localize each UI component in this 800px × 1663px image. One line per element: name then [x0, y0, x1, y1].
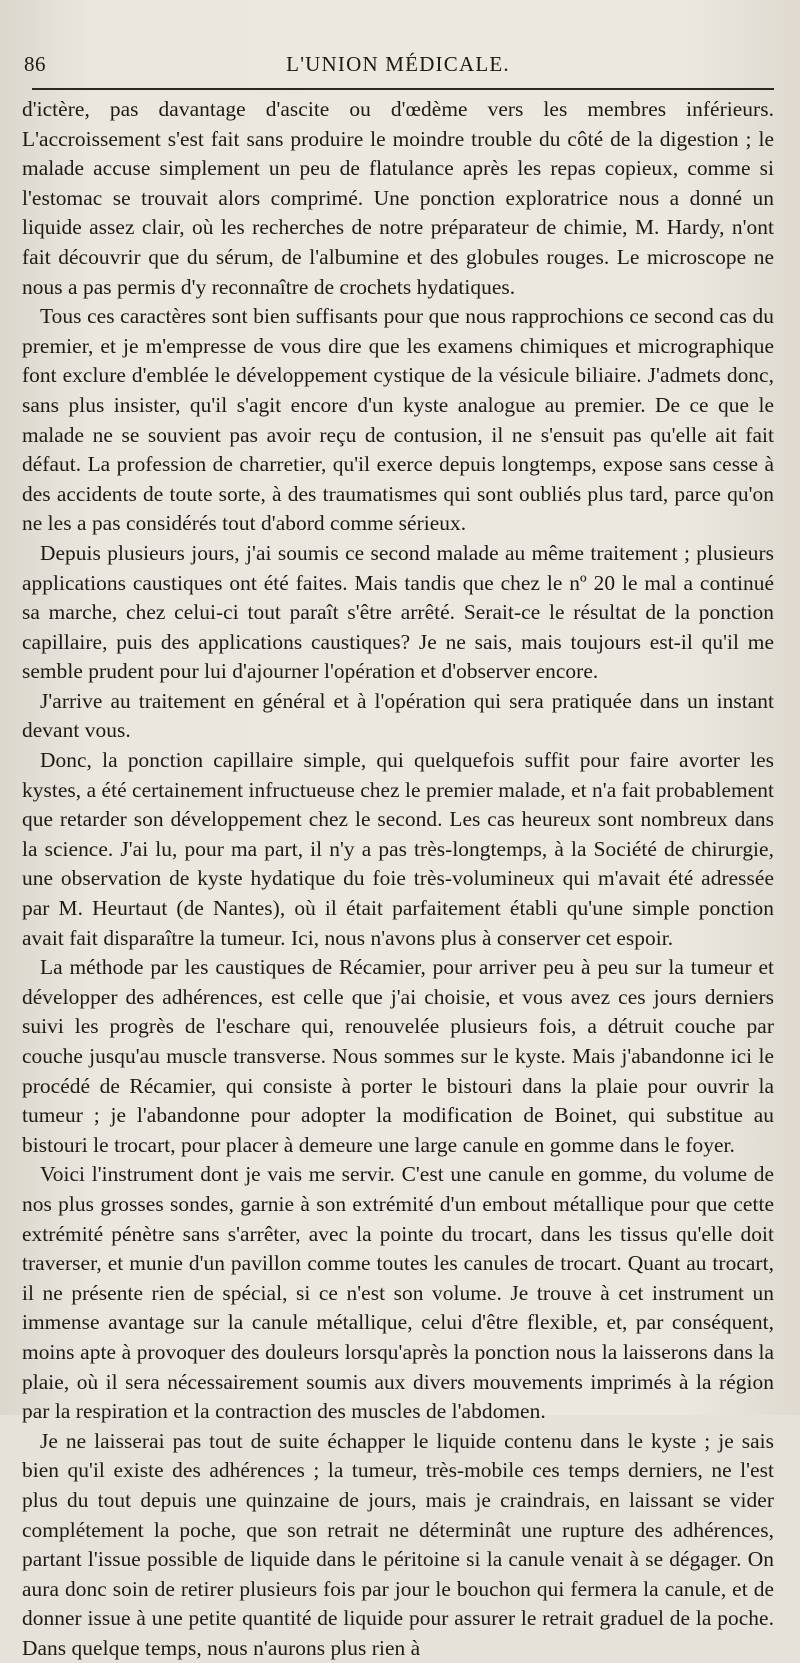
page-number: 86 [24, 52, 46, 76]
running-title: L'UNION MÉDICALE. [286, 52, 510, 76]
paragraph: Voici l'instrument dont je vais me servir. C'est une canule en gomme, du volume de nos plus grosses sondes, garnie à son extrémité d'un embout métallique pour que cette extrémité pénètre sans s'arrêter, avec la pointe du trocart, dans les tissus qu'elle doit traverser, et munie d'un pavillon comme toutes les canules de trocart. Quant au trocart, il ne présente rien de spécial, si ce n'est son volume. Je trouve à cet instrument un immense avantage sur la canule métallique, celui d'être flexible, et, par conséquent, moins apte à provoquer des douleurs lorsqu'après la ponction nous la laisserons dans la plaie, où il sera nécessairement soumis aux divers mouvements imprimés à la région par la respiration et la contraction des muscles de l'abdomen. [22, 1162, 774, 1424]
paragraph: Je ne laisserai pas tout de suite échapper le liquide contenu dans le kyste ; je sais bien qu'il existe des adhérences ; la tumeur, très-mobile ces temps derniers, ne l'est plus du tout depuis une quinzaine de jours, mais je craindrais, en laissant se vider complétement la poche, que son retrait ne déterminât une rupture des adhérences, partant l'issue possible de liquide dans le péritoine si la canule venait à se dégager. On aura donc soin de retirer plusieurs fois par jour le bouchon qui fermera la canule, et de donner issue à une petite quantité de liquide pour assurer le retrait graduel de la poche. Dans quelque temps, nous n'aurons plus rien à [22, 1428, 774, 1660]
paragraph: Depuis plusieurs jours, j'ai soumis ce second malade au même traitement ; plusieurs applications caustiques ont été faites. Mais tandis que chez le nº 20 le mal a continué sa marche, chez celui-ci tout paraît s'être arrêté. Serait-ce le résultat de la ponction capillaire, puis des applications caustiques? Je ne sais, mais toujours est-il qu'il me semble prudent pour lui d'ajourner l'opération et d'observer encore. [22, 540, 774, 684]
body-text [22, 95, 774, 1663]
paragraph: La méthode par les caustiques de Récamier, pour arriver peu à peu sur la tumeur et développer des adhérences, est celle que j'ai choisie, et vous avez ces jours derniers suivi les progrès de l'eschare qui, renouvelée plusieurs fois, a détruit couche par couche jusqu'au muscle transverse. Nous sommes sur le kyste. Mais j'abandonne ici le procédé de Récamier, qui consiste à porter le bistouri dans la plaie pour ouvrir la tumeur ; je l'abandonne pour adopter la modification de Boinet, qui substitue au bistouri le trocart, pour placer à demeure une large canule en gomme dans le foyer. [22, 955, 774, 1157]
header-rule [32, 88, 774, 90]
paragraph: d'ictère, pas davantage d'ascite ou d'œdème vers les membres inférieurs. L'accroissement s'est fait sans produire le moindre trouble du côté de la digestion ; le malade accuse simplement un peu de flatulance après les repas copieux, comme si l'estomac se trouvait alors comprimé. Une ponction exploratrice nous a donné un liquide assez clair, où les recherches de notre préparateur de chimie, M. Hardy, n'ont fait découvrir que du sérum, de l'albumine et des globules rouges. Le microscope ne nous a pas permis d'y reconnaître de crochets hydatiques. [22, 97, 774, 299]
page-header [22, 42, 774, 76]
paragraph: J'arrive au traitement en général et à l'opération qui sera pratiquée dans un instant devant vous. [22, 688, 774, 743]
paragraph: Donc, la ponction capillaire simple, qui quelquefois suffit pour faire avorter les kystes, a été certainement infructueuse chez le premier malade, et n'a fait probablement que retarder son développement chez le second. Les cas heureux sont nombreux dans la science. J'ai lu, pour ma part, il n'y a pas très-longtemps, à la Société de chirurgie, une observation de kyste hydatique du foie très-volumineux qui m'avait été adressée par M. Heurtaut (de Nantes), où il était parfaitement établi qu'une simple ponction avait fait disparaître la tumeur. Ici, nous n'avons plus à conserver cet espoir. [22, 748, 774, 950]
paragraph: Tous ces caractères sont bien suffisants pour que nous rapprochions ce second cas du premier, et je m'empresse de vous dire que les examens chimiques et micrographique font exclure d'emblée le développement cystique de la vésicule biliaire. J'admets donc, sans plus insister, qu'il s'agit encore d'un kyste analogue au premier. De ce que le malade ne se souvient pas avoir reçu de contusion, il ne s'ensuit pas qu'elle ait fait défaut. La profession de charretier, qu'il exerce depuis longtemps, expose sans cesse à des accidents de toute sorte, à des traumatismes qui sont oubliés plus tard, parce qu'on ne les a pas considérés tout d'abord comme sérieux. [22, 304, 774, 536]
